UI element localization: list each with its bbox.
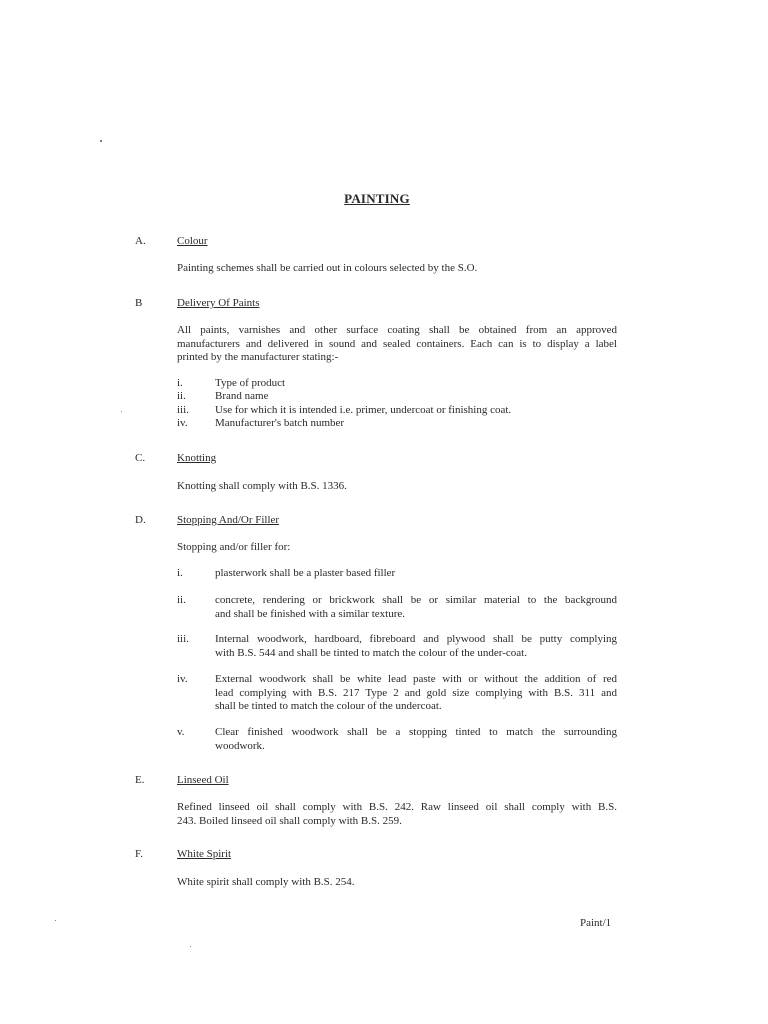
list-item-number: i. [177, 377, 183, 389]
scan-speck [190, 946, 191, 947]
list-item-line: plasterwork shall be a plaster based filler [215, 567, 396, 579]
list-item-line: woodwork. [215, 739, 265, 752]
section-c-paragraph: Knotting shall comply with B.S. 1336. [177, 480, 347, 492]
page-title: PAINTING [344, 191, 410, 206]
list-item-number: ii. [177, 594, 186, 606]
list-item-number: iv. [177, 673, 188, 685]
section-e-letter: E. [135, 774, 145, 786]
list-item-number: i. [177, 567, 183, 579]
scan-speck [121, 411, 122, 412]
section-f-paragraph: White spirit shall comply with B.S. 254. [177, 876, 355, 888]
list-item-text: Manufacturer's batch number [215, 417, 345, 429]
list-item-text: Type of product [215, 377, 286, 389]
section-a-letter: A. [135, 235, 146, 247]
list-item-text [215, 673, 617, 714]
section-d-heading: Stopping And/Or Filler [177, 514, 280, 526]
section-b-letter: B [135, 297, 143, 309]
paragraph-line: 243. Boiled linseed oil shall comply with B.S. 259. [177, 814, 402, 827]
list-item-line: concrete, rendering or brickwork shall be or similar material to the background [215, 594, 617, 606]
section-e-paragraph [177, 801, 617, 828]
section-f-heading: White Spirit [177, 848, 232, 860]
section-e-heading: Linseed Oil [177, 774, 229, 786]
paragraph-line: Refined linseed oil shall comply with B.S. 242. Raw linseed oil shall comply with B.S. [177, 801, 617, 813]
list-item-text [215, 594, 617, 621]
page-number: Paint/1 [580, 917, 612, 929]
section-b-heading: Delivery Of Paints [177, 297, 260, 309]
list-item-number: iii. [177, 404, 189, 416]
section-a-paragraph: Painting schemes shall be carried out in colours selected by the S.O. [177, 262, 478, 274]
list-item-text: Brand name [215, 390, 269, 402]
section-c-heading: Knotting [177, 452, 217, 464]
list-item-number: ii. [177, 390, 186, 402]
scan-speck [100, 140, 102, 142]
section-d-letter: D. [135, 514, 146, 526]
list-item-number: iv. [177, 417, 188, 429]
list-item-text [215, 726, 617, 753]
section-b-paragraph [177, 324, 617, 365]
list-item-text [215, 633, 617, 660]
paragraph-line: All paints, varnishes and other surface coating shall be obtained from an approved [177, 324, 617, 336]
scan-speck [55, 920, 56, 921]
list-item-text [215, 567, 617, 581]
list-item-line: and shall be finished with a similar texture. [215, 607, 406, 620]
list-item-number: v. [177, 726, 185, 738]
section-f-letter: F. [135, 848, 143, 860]
list-item-line: External woodwork shall be white lead paste with or without the addition of red [215, 673, 617, 685]
section-d-paragraph: Stopping and/or filler for: [177, 541, 291, 553]
list-item-number: iii. [177, 633, 189, 645]
section-c-letter: C. [135, 452, 146, 464]
section-a-heading: Colour [177, 235, 208, 247]
list-item-line: with B.S. 544 and shall be tinted to match the colour of the under-coat. [215, 646, 527, 659]
list-item-line: Clear finished woodwork shall be a stopping tinted to match the surrounding [215, 726, 617, 738]
list-item-line: Internal woodwork, hardboard, fibreboard and plywood shall be putty complying [215, 633, 617, 645]
paragraph-line: manufacturers and delivered in sound and sealed containers. Each can is to display a label [177, 337, 617, 350]
paragraph-line: printed by the manufacturer stating:- [177, 351, 339, 363]
list-item-line: shall be tinted to match the colour of the undercoat. [215, 700, 442, 712]
list-item-line: lead complying with B.S. 217 Type 2 and gold size complying with B.S. 311 and [215, 686, 617, 699]
list-item-text: Use for which it is intended i.e. primer, undercoat or finishing coat. [215, 404, 512, 416]
